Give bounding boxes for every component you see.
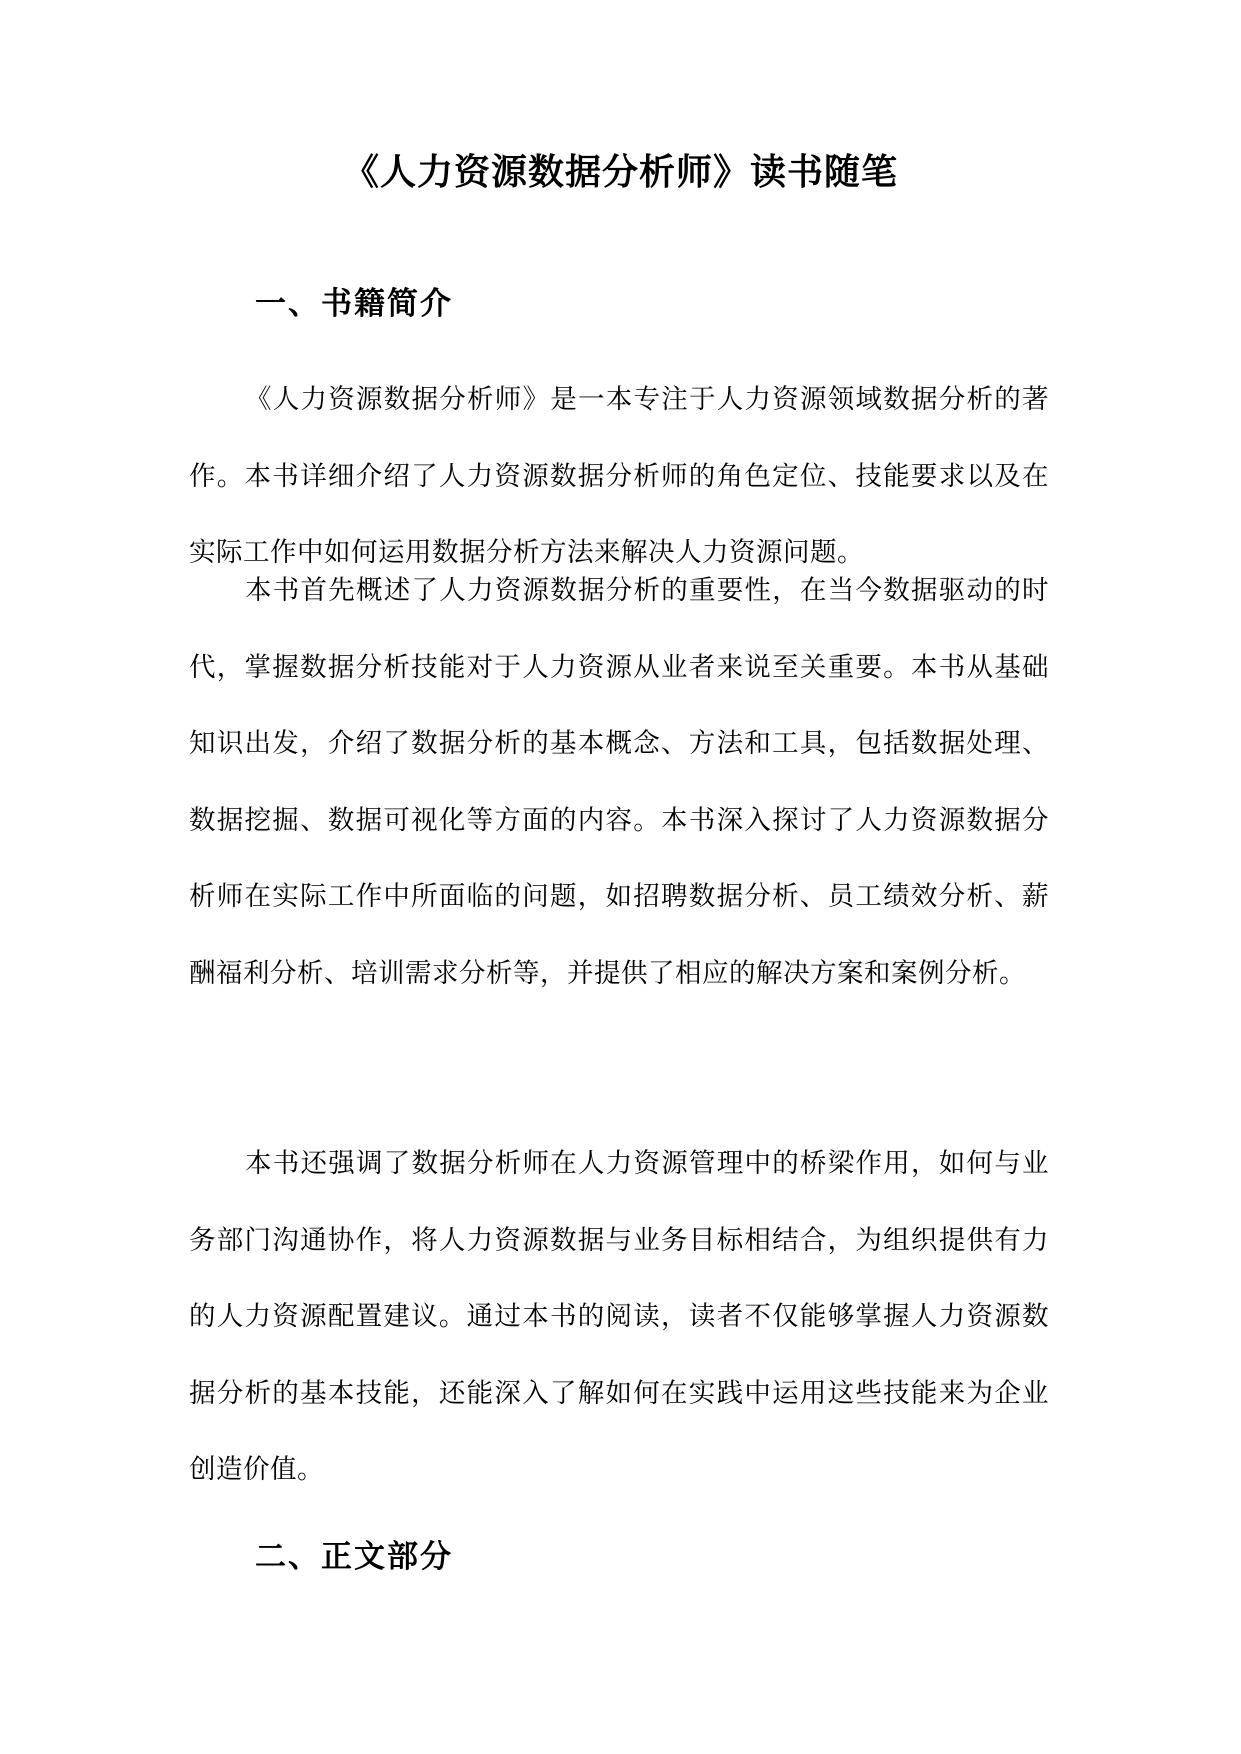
section-heading-body: 二、正文部分	[255, 1539, 453, 1575]
paragraph-intro-1: 《人力资源数据分析师》是一本专注于人力资源领域数据分析的著作。本书详细介绍了人力资源数据分析师的角色定位、技能要求以及在实际工作中如何运用数据分析方法来解决人力资源问题。	[189, 384, 1049, 568]
paragraph-intro-3: 本书还强调了数据分析师在人力资源管理中的桥梁作用，如何与业务部门沟通协作，将人力资源数据与业务目标相结合，为组织提供有力的人力资源配置建议。通过本书的阅读，读者不仅能够掌握人力资源数据分析的基本技能，还能深入了解如何在实践中运用这些技能来为企业创造价值。	[189, 1148, 1049, 1485]
document-title: 《人力资源数据分析师》读书随笔	[342, 152, 898, 193]
section-heading-intro: 一、书籍简介	[255, 286, 453, 322]
paragraph-intro-2: 本书首先概述了人力资源数据分析的重要性，在当今数据驱动的时代，掌握数据分析技能对于人力资源从业者来说至关重要。本书从基础知识出发，介绍了数据分析的基本概念、方法和工具，包括数据处理、数据挖掘、数据可视化等方面的内容。本书深入探讨了人力资源数据分析师在实际工作中所面临的问题，如招聘数据分析、员工绩效分析、薪酬福利分析、培训需求分析等，并提供了相应的解决方案和案例分析。	[189, 575, 1049, 989]
